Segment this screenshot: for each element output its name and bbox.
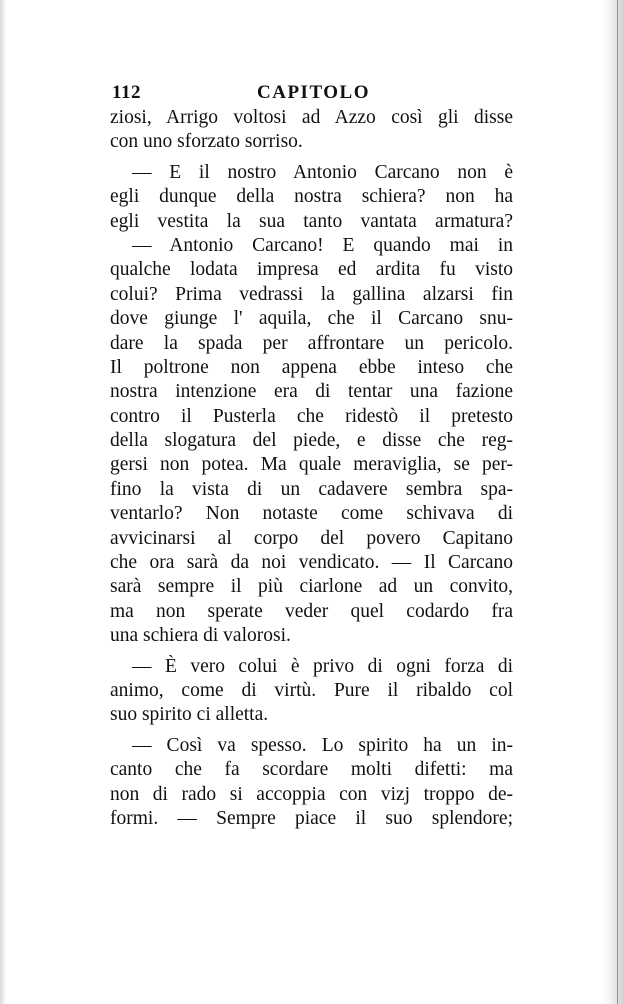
text-line: suo spirito ci alletta. [110,704,269,726]
body-text [110,106,513,831]
text-line: gersi non potea. Ma quale meraviglia, se per- [110,454,513,476]
text-line: canto che fa scordare molti difetti: ma [110,759,513,781]
text-line: sarà sempre il più ciarlone ad un convito, [110,576,513,598]
text-line: ziosi, Arrigo voltosi ad Azzo così gli disse [110,107,513,128]
text-line: formi. — Sempre piace il suo splendore; [110,807,513,829]
text-line: con uno sforzato sorriso. [110,131,303,153]
page-left-edge [0,0,6,1004]
text-line: egli vestita la sua tanto vantata armatura? [110,210,513,232]
text-line: nostra intenzione era di tentar una fazione [110,381,513,403]
chapter-title: CAPITOLO [257,82,371,103]
running-head [112,82,512,106]
text-line: dare la spada per affrontare un pericolo. [110,332,513,354]
text-line: della slogatura del piede, e disse che reg- [110,430,513,452]
text-line: — Così va spesso. Lo spirito ha un in- [132,734,513,756]
text-line: qualche lodata impresa ed ardita fu visto [110,259,513,281]
text-line: — Antonio Carcano! E quando mai in [132,234,513,256]
text-line: contro il Pusterla che ridestò il pretesto [110,405,513,427]
page-right-edge [602,0,624,1004]
text-line: dove giunge l' aquila, che il Carcano snu- [110,308,513,330]
page-number: 112 [112,82,141,103]
text-line: ventarlo? Non notaste come schivava di [110,503,513,525]
text-line: animo, come di virtù. Pure il ribaldo col [110,679,513,701]
text-line: colui? Prima vedrassi la gallina alzarsi fin [110,283,513,305]
text-line: Il poltrone non appena ebbe inteso che [110,356,513,378]
text-line: una schiera di valorosi. [110,625,291,647]
text-line: non di rado si accoppia con vizj troppo de- [110,783,513,805]
text-line: egli dunque della nostra schiera? non ha [110,186,513,208]
text-line: — È vero colui è privo di ogni forza di [132,655,513,677]
text-line: che ora sarà da noi vendicato. — Il Carcano [110,552,513,574]
text-line: — E il nostro Antonio Carcano non è [132,161,513,183]
text-line: ma non sperate veder quel codardo fra [110,600,513,622]
text-line: avvicinarsi al corpo del povero Capitano [110,527,513,549]
text-line: fino la vista di un cadavere sembra spa- [110,478,513,500]
